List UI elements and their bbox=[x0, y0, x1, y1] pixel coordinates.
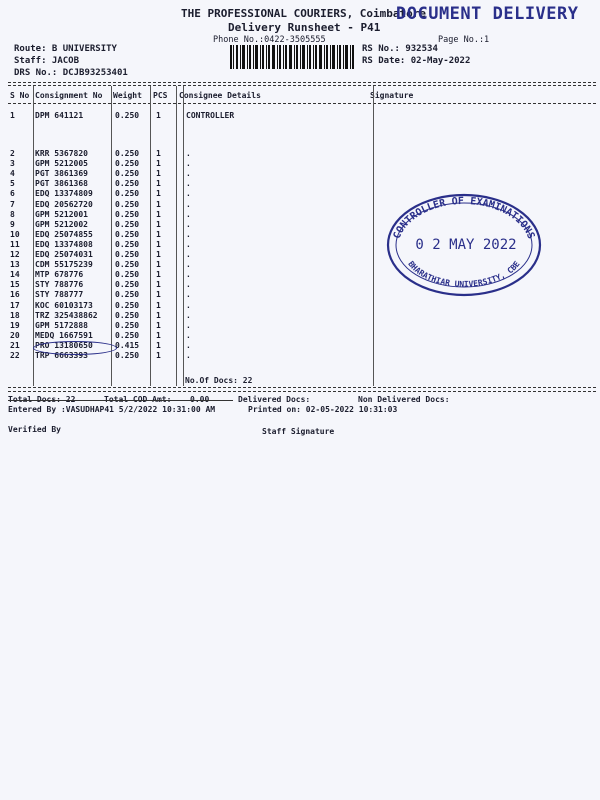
row-pcs: 1 bbox=[156, 260, 161, 270]
table-row bbox=[0, 169, 600, 179]
row-pcs: 1 bbox=[156, 169, 161, 179]
row-consignee-details: . bbox=[186, 239, 191, 249]
row-weight: 0.250 bbox=[115, 351, 140, 360]
total-cod-value: 0.00 bbox=[190, 395, 210, 404]
row-weight: 0.250 bbox=[115, 149, 140, 158]
row-consignee-details: . bbox=[186, 179, 191, 189]
row-consignee-details: . bbox=[186, 209, 191, 219]
row-consignment-no: EDQ 25074855 bbox=[35, 229, 93, 239]
table-row bbox=[0, 111, 600, 121]
drs-number: DRS No.: DCJB93253401 bbox=[14, 68, 128, 78]
row-pcs: 1 bbox=[156, 209, 161, 219]
row-pcs: 1 bbox=[156, 239, 161, 249]
staff-signature: Staff Signature bbox=[262, 427, 335, 436]
row-weight: 0.250 bbox=[115, 159, 140, 169]
row-pcs: 1 bbox=[156, 250, 161, 259]
phone-number: Phone No.:0422-3505555 bbox=[213, 35, 326, 45]
row-weight: 0.250 bbox=[115, 111, 140, 120]
total-cod-label: Total COD Amt: bbox=[104, 395, 172, 404]
row-sno: 10 bbox=[10, 229, 20, 239]
seal-top-text: CONTROLLER OF EXAMINATIONS bbox=[391, 195, 537, 241]
row-sno: 15 bbox=[10, 280, 20, 290]
row-weight: 0.250 bbox=[115, 300, 140, 310]
row-consignment-no: TRP 6663393 bbox=[35, 351, 88, 360]
divider bbox=[8, 391, 596, 392]
row-weight: 0.250 bbox=[115, 260, 140, 270]
row-sno: 3 bbox=[10, 159, 15, 169]
row-weight: 0.250 bbox=[115, 219, 140, 229]
divider bbox=[8, 82, 596, 83]
row-consignee-details: . bbox=[186, 219, 191, 229]
row-pcs: 1 bbox=[156, 149, 161, 158]
page-number: Page No.:1 bbox=[438, 35, 490, 45]
row-sno: 1 bbox=[10, 111, 15, 120]
row-consignee-details: . bbox=[186, 250, 191, 259]
row-sno: 13 bbox=[10, 260, 20, 270]
row-weight: 0.250 bbox=[115, 229, 140, 239]
divider bbox=[8, 387, 596, 388]
row-consignment-no: KRR 5367820 bbox=[35, 149, 88, 158]
divider bbox=[8, 103, 596, 104]
column-header-consignee: Consignee Details bbox=[179, 91, 261, 100]
row-consignment-no: EDQ 13374808 bbox=[35, 239, 93, 249]
row-consignee-details: . bbox=[186, 229, 191, 239]
row-consignee-details: . bbox=[186, 159, 191, 169]
row-sno: 19 bbox=[10, 320, 20, 330]
row-consignee-details: . bbox=[186, 330, 191, 340]
row-consignee-details: . bbox=[186, 300, 191, 310]
row-consignment-no: TRZ 325438862 bbox=[35, 310, 98, 320]
rs-date: RS Date: 02-May-2022 bbox=[362, 56, 471, 66]
barcode bbox=[230, 45, 354, 69]
row-consignment-no: EDQ 20562720 bbox=[35, 199, 93, 209]
row-pcs: 1 bbox=[156, 229, 161, 239]
column-header-sno: S No bbox=[10, 91, 30, 100]
row-consignment-no: GPM 5172888 bbox=[35, 320, 88, 330]
row-consignee-details: . bbox=[186, 149, 191, 158]
row-consignee-details: . bbox=[186, 260, 191, 270]
row-consignment-no: CDM 55175239 bbox=[35, 260, 93, 270]
circled-highlight bbox=[33, 341, 117, 355]
column-header-signature: Signature bbox=[370, 91, 414, 100]
row-consignment-no: PGT 3861369 bbox=[35, 169, 88, 179]
row-weight: 0.415 bbox=[115, 340, 140, 350]
row-pcs: 1 bbox=[156, 189, 161, 199]
row-sno: 12 bbox=[10, 250, 20, 259]
table-row bbox=[0, 159, 600, 169]
row-consignment-no: GPM 5212005 bbox=[35, 159, 88, 169]
seal-bottom-text: BHARATHIAR UNIVERSITY, CBE bbox=[406, 259, 522, 289]
row-weight: 0.250 bbox=[115, 209, 140, 219]
runsheet-subtitle: Delivery Runsheet - P41 bbox=[228, 21, 381, 34]
table-row bbox=[0, 331, 600, 341]
table-row bbox=[0, 321, 600, 331]
row-sno: 21 bbox=[10, 340, 20, 350]
table-row bbox=[0, 149, 600, 159]
table-row bbox=[0, 301, 600, 311]
strike-through bbox=[8, 400, 233, 401]
row-pcs: 1 bbox=[156, 290, 161, 300]
row-weight: 0.250 bbox=[115, 199, 140, 209]
row-consignee-details: CONTROLLER bbox=[186, 111, 235, 120]
row-weight: 0.250 bbox=[115, 270, 140, 280]
seal-icon bbox=[384, 190, 544, 300]
row-pcs: 1 bbox=[156, 330, 161, 340]
barcode-icon bbox=[230, 45, 354, 69]
row-sno: 9 bbox=[10, 219, 15, 229]
svg-text:BHARATHIAR UNIVERSITY, CBE bbox=[406, 259, 521, 288]
row-weight: 0.250 bbox=[115, 189, 140, 199]
verified-by: Verified By bbox=[8, 425, 61, 434]
row-sno: 5 bbox=[10, 179, 15, 189]
row-pcs: 1 bbox=[156, 179, 161, 189]
row-consignment-no: KOC 60103173 bbox=[35, 300, 93, 310]
row-consignment-no: GPM 5212001 bbox=[35, 209, 88, 219]
row-pcs: 1 bbox=[156, 111, 161, 120]
entered-by: Entered By :VASUDHAP41 5/2/2022 10:31:00 AM bbox=[8, 405, 216, 414]
row-consignee-details: . bbox=[186, 169, 191, 179]
row-sno: 7 bbox=[10, 199, 15, 209]
delivered-docs: Delivered Docs: bbox=[238, 395, 311, 404]
row-pcs: 1 bbox=[156, 300, 161, 310]
row-consignee-details: . bbox=[186, 351, 191, 360]
row-consignment-no: PRO 13180650 bbox=[35, 340, 93, 350]
row-consignee-details: . bbox=[186, 310, 191, 320]
row-weight: 0.250 bbox=[115, 179, 140, 189]
row-consignment-no: STY 788777 bbox=[35, 290, 84, 300]
row-sno: 20 bbox=[10, 330, 20, 340]
row-consignment-no: MEDQ 1667591 bbox=[35, 330, 93, 340]
rs-number: RS No.: 932534 bbox=[362, 44, 438, 54]
column-header-consignment: Consignment No bbox=[35, 91, 103, 100]
row-consignment-no: EDQ 13374809 bbox=[35, 189, 93, 199]
row-pcs: 1 bbox=[156, 351, 161, 360]
svg-text:CONTROLLER OF EXAMINATIONS bbox=[392, 196, 537, 241]
non-delivered-docs: Non Delivered Docs: bbox=[358, 395, 450, 404]
divider bbox=[8, 85, 596, 86]
column-header-weight: Weight bbox=[113, 91, 142, 100]
row-consignment-no: EDQ 25074031 bbox=[35, 250, 93, 259]
row-pcs: 1 bbox=[156, 219, 161, 229]
row-consignment-no: PGT 3861368 bbox=[35, 179, 88, 189]
row-weight: 0.250 bbox=[115, 330, 140, 340]
company-title: THE PROFESSIONAL COURIERS, Coimbatore bbox=[181, 7, 427, 20]
row-pcs: 1 bbox=[156, 280, 161, 290]
row-pcs: 1 bbox=[156, 320, 161, 330]
table-row bbox=[0, 179, 600, 189]
table-row bbox=[0, 311, 600, 321]
route: Route: B UNIVERSITY bbox=[14, 44, 117, 54]
row-pcs: 1 bbox=[156, 159, 161, 169]
controller-seal bbox=[384, 190, 544, 300]
number-of-docs: No.Of Docs: 22 bbox=[185, 376, 253, 385]
row-consignee-details: . bbox=[186, 320, 191, 330]
total-docs: Total Docs: 22 bbox=[8, 395, 76, 404]
row-sno: 6 bbox=[10, 189, 15, 199]
row-sno: 18 bbox=[10, 310, 20, 320]
column-header-pcs: PCS bbox=[153, 91, 168, 100]
row-sno: 16 bbox=[10, 290, 20, 300]
row-consignment-no: MTP 678776 bbox=[35, 270, 84, 280]
seal-date: 0 2 MAY 2022 bbox=[415, 237, 517, 253]
row-weight: 0.250 bbox=[115, 290, 140, 300]
row-consignee-details: . bbox=[186, 340, 191, 350]
row-weight: 0.250 bbox=[115, 320, 140, 330]
row-weight: 0.250 bbox=[115, 239, 140, 249]
row-weight: 0.250 bbox=[115, 169, 140, 179]
row-pcs: 1 bbox=[156, 199, 161, 209]
row-weight: 0.250 bbox=[115, 280, 140, 290]
row-sno: 17 bbox=[10, 300, 20, 310]
row-pcs: 1 bbox=[156, 270, 161, 280]
row-consignee-details: . bbox=[186, 189, 191, 199]
row-consignment-no: GPM 5212002 bbox=[35, 219, 88, 229]
row-sno: 8 bbox=[10, 209, 15, 219]
row-consignment-no: STY 788776 bbox=[35, 280, 84, 290]
row-consignee-details: . bbox=[186, 199, 191, 209]
row-sno: 4 bbox=[10, 169, 15, 179]
row-weight: 0.250 bbox=[115, 250, 140, 259]
row-sno: 2 bbox=[10, 149, 15, 158]
row-consignee-details: . bbox=[186, 290, 191, 300]
printed-on: Printed on: 02-05-2022 10:31:03 bbox=[248, 405, 398, 414]
row-pcs: 1 bbox=[156, 310, 161, 320]
row-sno: 14 bbox=[10, 270, 20, 280]
row-consignee-details: . bbox=[186, 270, 191, 280]
row-sno: 22 bbox=[10, 351, 20, 360]
row-weight: 0.250 bbox=[115, 310, 140, 320]
row-consignee-details: . bbox=[186, 280, 191, 290]
row-pcs: 1 bbox=[156, 340, 161, 350]
row-consignment-no: DPM 641121 bbox=[35, 111, 84, 120]
document-delivery-stamp: DOCUMENT DELIVERY bbox=[396, 4, 579, 24]
row-sno: 11 bbox=[10, 239, 20, 249]
staff-name: Staff: JACOB bbox=[14, 56, 80, 66]
